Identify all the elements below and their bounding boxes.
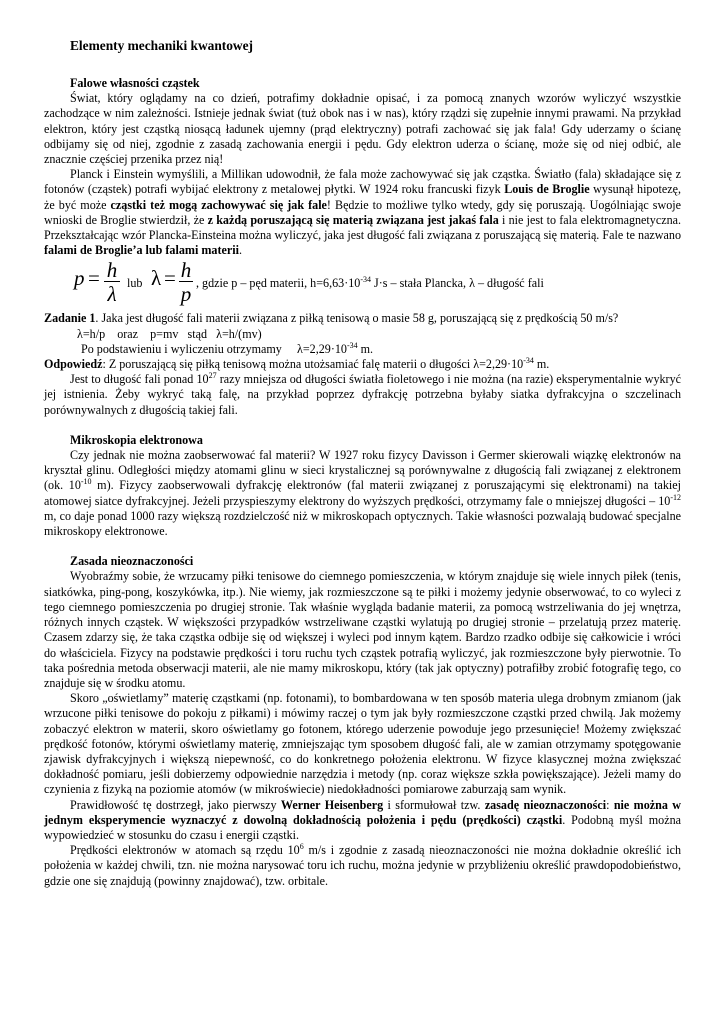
exponent: -10: [80, 477, 92, 487]
formula-or: lub: [127, 276, 143, 291]
task-1: [44, 311, 681, 326]
section-heading-wave-properties: Falowe własności cząstek: [70, 76, 200, 90]
denominator-lambda: λ: [107, 282, 117, 307]
text: : Z poruszającą się piłką tenisową można utożsamiać falę materii o długości λ=2,29·10: [102, 357, 524, 372]
task-result-line: [44, 342, 681, 357]
numerator-h: h: [180, 258, 192, 283]
task-formula-line: λ=h/p oraz p=mv stąd λ=h/(mv): [77, 326, 262, 341]
text: , gdzie p – pęd materii, h=6,63·10: [196, 276, 361, 291]
text: Po podstawieniu i wyliczeniu otrzymamy λ=2,29·10: [81, 341, 347, 356]
text: m.: [533, 357, 550, 372]
spacer: [44, 539, 681, 554]
bold-matter-waves: falami de Broglie’a lub falami materii: [44, 243, 239, 258]
fraction-h-over-p: [179, 259, 193, 306]
bold-conclusion: z każdą poruszającą się materią związana jest jakaś fala: [207, 212, 499, 227]
paragraph-microscopy: [44, 448, 681, 539]
text: m.: [357, 341, 374, 356]
text: razy mniejsza od długości światła fioletowego i nie można (na razie) eksperymentalnie wykryć jej istnienia. Żeby wykryć taką falę, na przykład poprzez dyfrakcję potrzebna byłaby siatka dyfrakcyjna o szczelinach porównywalnych z długością takiej fali.: [44, 372, 681, 417]
task-answer: [44, 357, 681, 372]
paragraph-illumination: Skoro „oświetlamy” materię cząstkami (np. fotonami), to bombardowana w ten sposób materia ulega drobnym zmianom (jak wrzucone piłki tenisowe do pokoju z piłkami) i mówimy raczej o tym jak były rozmieszczone cząstki przed chwilą. Jak możemy zobaczyć elektron w materii, skoro oświetlamy go fotonem, którego uderzenie powoduje jego przesunięcie! Możemy zwiększać prędkość fotonów, którymi oświetlamy materię, zmniejszając tym sposobem długość fali, ale w zamian otrzymamy spotęgowanie zjawisk dyfrakcyjnych i większą niepewność, co do konkretnego położenia elektronu. W fizyce klasycznej można zwiększać dokładność pomiaru, jeśli dobierzemy odpowiednie narzędzia i metody (np. coraz większe szkła powiększające). Jeżeli mamy do czynienia z fizyką na poziomie atomów (w mikroświecie) niedokładności pomiarowe zaburzają sam wynik.: [44, 691, 681, 797]
paragraph-heisenberg: [44, 798, 681, 844]
text: m). Fizycy zaobserwowali dyfrakcję elektronów (fal materii związanej z poruszającymi się elektronami) na takiej atomowej siatce dyfrakcyjnej. Jeżeli przyspieszymy elektrony do wyższych prędkości, otrzymamy fale o mniejszej długości – 10: [44, 478, 681, 508]
text: wysunął hipotezę, że być może: [44, 182, 682, 212]
denominator-p: p: [180, 282, 192, 307]
section-heading-uncertainty: Zasada nieoznaczoności: [70, 554, 194, 569]
exponent: -34: [360, 275, 372, 285]
formula-lambda: λ: [151, 266, 162, 291]
exponent: -34: [523, 356, 534, 366]
text: .: [238, 243, 242, 258]
text: . Podobną myśl można wypowiedzieć w stosunku do czasu i energii cząstki.: [44, 812, 681, 842]
text: Jest to długość fali ponad 10: [70, 372, 209, 387]
formula-equals: =: [164, 266, 176, 291]
formula-legend: [196, 276, 544, 291]
text: Czy jednak nie można zaobserwować fal materii? W 1927 roku fizycy Davisson i Germer skierowali wiązkę elektronów na kryształ glinu. Odległości między atomami glinu w sieci krystalicznej są porównywalne z długością fali związanej z elektronem (ok. 10: [44, 448, 681, 493]
spacer: [44, 418, 681, 433]
paragraph-comparison: [44, 372, 681, 418]
bold-heisenberg: Werner Heisenberg: [280, 797, 384, 812]
paragraph-orbitals: [44, 843, 681, 889]
bold-name-de-broglie: Louis de Broglie: [504, 182, 590, 197]
bold-uncertainty-principle: zasadę nieoznaczoności: [484, 797, 607, 812]
bold-principle-statement: nie można w jednym eksperymencie wyznaczyć z dowolną dokładnością położenia i pędu (prędkości) cząstki: [44, 797, 681, 827]
exponent: 6: [299, 842, 304, 852]
text: ! Będzie to możliwe tylko wtedy, gdy się poruszają. Uogólniając swoje wnioski de Broglie stwierdził, że: [44, 197, 681, 227]
text: J·s – stała Plancka, λ – długość fali: [371, 276, 544, 291]
text: :: [606, 797, 614, 812]
text: . Jaka jest długość fali materii związana z piłką tenisową o masie 58 g, poruszającą się z prędkością 50 m/s?: [95, 311, 619, 326]
section-heading-electron-microscopy: Mikroskopia elektronowa: [70, 432, 203, 447]
document-title: Elementy mechaniki kwantowej: [70, 38, 253, 53]
fraction-h-over-lambda: [104, 259, 120, 306]
text: i sformułował tzw.: [383, 797, 485, 812]
text: Planck i Einstein wymyślili, a Millikan udowodnił, że fala może zachowywać się jak cząstka. Światło (fala) składające się z fotonów (cząstek) potrafi wybijać elektrony z metalowej płytki. W 1924 roku francuski fizyk: [44, 167, 681, 197]
formula-equals: =: [88, 266, 100, 291]
numerator-h: h: [106, 258, 118, 283]
text: Prawidłowość tę dostrzegł, jako pierwszy: [70, 797, 281, 812]
paragraph-de-broglie: [44, 167, 681, 258]
text: Prędkości elektronów w atomach są rzędu 10: [70, 843, 300, 858]
text: i nie jest to fala elektromagnetyczna. Przekształcając wzór Plancka-Einsteina można wyliczyć, jaka jest długość fali związana z poruszającą się materią. Fale te nazwano: [44, 212, 682, 243]
document-page: [44, 38, 681, 889]
answer-label: Odpowiedź: [44, 357, 103, 372]
exponent: -34: [346, 340, 358, 350]
exponent: 27: [208, 371, 217, 381]
de-broglie-formula: [44, 259, 681, 307]
formula-p: p: [74, 266, 85, 291]
exponent: -12: [670, 492, 681, 502]
paragraph-tennis-balls: Wyobraźmy sobie, że wrzucamy piłki tenisowe do ciemnego pomieszczenia, w którym znajduje się wiele innych piłek (tenis, siatkówka, ping-pong, koszykówka, itp.). Nie wiemy, jak rozmieszczone są te piłki i możemy jedynie obserwować, to co wyleci z tego ciemnego pomieszczenia po drugiej stronie. Tak właśnie wygląda badanie materii, za pomocą wstrzeliwania do jej wnętrza, różnych innych cząstek. W większości przypadków wstrzeliwane cząstki wylatują po drugiej stronie – przelatują przez materię. Czasem zdarzy się, że taka cząstka odbije się od większej i wyleci pod innym kątem. Bardzo rzadko odbije się całkowicie i wróci do właściciela. Fizycy na podstawie prędkości i toru ruchu tych cząstek potrafią wyliczyć, jak rozmieszczone były pierwotnie. To taka pośrednia metoda obserwacji materii, ale nie mamy mikroskopu, który (tak jak optyczny) potrafiłby zrobić fotografię tego, co znajduje się w środku atomu.: [44, 569, 681, 690]
text: m/s i zgodnie z zasadą nieoznaczoności nie można dokładnie określić ich położenia w każdej chwili, tzn. nie można narysować toru ich ruchu, można jedynie w przybliżeniu określić prawdopodobieństwo, gdzie one się znajdują (powinny znajdować), tzw. orbitale.: [44, 843, 682, 888]
task-label: Zadanie 1: [44, 311, 96, 326]
text: m, co daje ponad 1000 razy większą rozdzielczość niż w mikroskopach optycznych. Takie własności pozwalają budować specjalne mikroskopy elektronowe.: [44, 508, 681, 539]
bold-hypothesis: cząstki też mogą zachowywać się jak fale: [110, 197, 327, 212]
paragraph-intro: Świat, który oglądamy na co dzień, potrafimy dokładnie opisać, i za pomocą znanych wzorów wyliczyć wszystkie zachodzące w nim zależności. Istnieje jednak świat (tuż obok nas i w nas), który rządzi się zupełnie innymi prawami. Na przykład elektron, który jest cząstką niosącą ładunek ujemny (prąd elektryczny) potrafi zachować się jak fala! Gdy uderzamy o ścianę odbijamy się od niej, zgodnie z zasadą zachowania energii i pędu. Gdy elektron uderza o ścianę, może się od niej odbić, ale znacznie częściej przenika przez nią!: [44, 91, 681, 167]
